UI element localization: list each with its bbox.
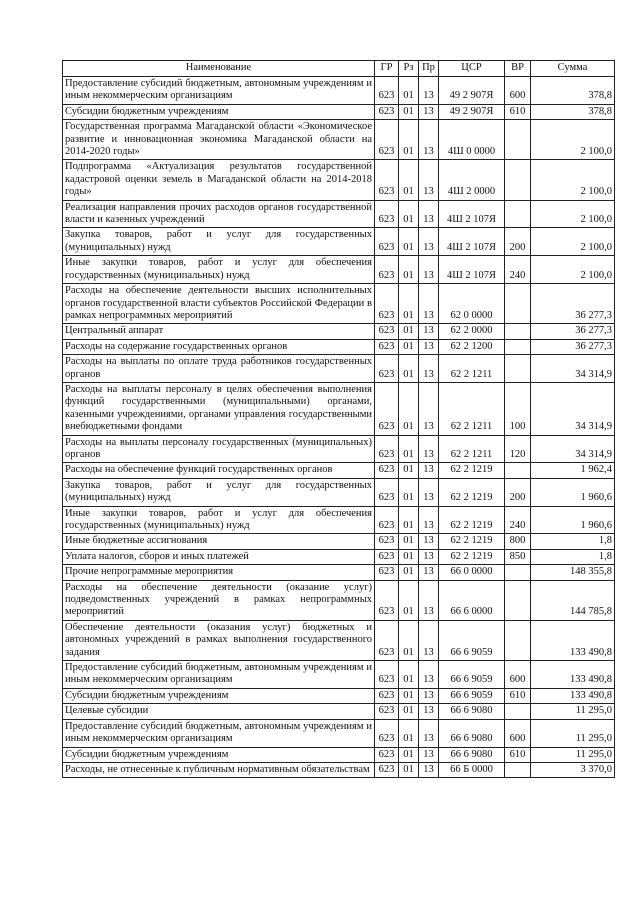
cell-gr: 623: [375, 463, 399, 478]
cell-gr: 623: [375, 762, 399, 777]
cell-csr: 49 2 907Я: [439, 104, 505, 119]
cell-sum: 34 314,9: [531, 382, 615, 435]
cell-name: Центральный аппарат: [63, 324, 375, 339]
table-row: [63, 200, 615, 228]
cell-rz: 01: [399, 324, 419, 339]
cell-csr: 62 2 1219: [439, 506, 505, 534]
cell-name: Целевые субсидии: [63, 704, 375, 719]
document-page: [62, 60, 614, 778]
cell-gr: 623: [375, 435, 399, 463]
cell-csr: 62 2 1219: [439, 463, 505, 478]
cell-gr: 623: [375, 284, 399, 324]
cell-name: Иные закупки товаров, работ и услуг для обеспечения государственных (муниципальных) нужд: [63, 256, 375, 284]
table-row: [63, 104, 615, 119]
cell-name: Иные бюджетные ассигнования: [63, 534, 375, 549]
cell-sum: 133 490,8: [531, 661, 615, 689]
cell-name: Расходы, не отнесенные к публичным нормативным обязательствам: [63, 762, 375, 777]
cell-rz: 01: [399, 256, 419, 284]
table-row: [63, 339, 615, 354]
cell-name: Подпрограмма «Актуализация результатов государственной кадастровой оценки земель в Магаданской области на 2014-2018 годы»: [63, 160, 375, 200]
table-row: [63, 620, 615, 660]
cell-rz: 01: [399, 228, 419, 256]
cell-vr: [505, 284, 531, 324]
cell-csr: 66 6 9080: [439, 719, 505, 747]
cell-rz: 01: [399, 565, 419, 580]
cell-vr: 600: [505, 719, 531, 747]
cell-pr: 13: [419, 160, 439, 200]
cell-name: Расходы на обеспечение деятельности (оказание услуг) подведомственных учреждений в рамках непрограммных мероприятий: [63, 580, 375, 620]
cell-vr: [505, 160, 531, 200]
cell-rz: 01: [399, 339, 419, 354]
cell-pr: 13: [419, 688, 439, 703]
cell-pr: 13: [419, 200, 439, 228]
cell-vr: 600: [505, 661, 531, 689]
cell-pr: 13: [419, 463, 439, 478]
cell-vr: [505, 200, 531, 228]
cell-vr: [505, 620, 531, 660]
budget-table: [62, 60, 615, 778]
cell-csr: 62 2 1200: [439, 339, 505, 354]
cell-rz: 01: [399, 355, 419, 383]
cell-csr: 62 2 1219: [439, 478, 505, 506]
cell-vr: 200: [505, 228, 531, 256]
cell-gr: 623: [375, 160, 399, 200]
header-name: Наименование: [63, 61, 375, 77]
cell-gr: 623: [375, 77, 399, 105]
cell-pr: 13: [419, 661, 439, 689]
cell-vr: 610: [505, 688, 531, 703]
cell-rz: 01: [399, 104, 419, 119]
cell-vr: 610: [505, 104, 531, 119]
cell-sum: 378,8: [531, 104, 615, 119]
table-body: [63, 77, 615, 778]
cell-rz: 01: [399, 463, 419, 478]
header-sum: Сумма: [531, 61, 615, 77]
cell-vr: [505, 339, 531, 354]
cell-pr: 13: [419, 77, 439, 105]
table-row: [63, 549, 615, 564]
table-row: [63, 120, 615, 160]
table-row: [63, 256, 615, 284]
cell-sum: 36 277,3: [531, 324, 615, 339]
table-row: [63, 506, 615, 534]
table-row: [63, 382, 615, 435]
cell-csr: 4Ш 2 0000: [439, 160, 505, 200]
cell-csr: 66 6 9080: [439, 704, 505, 719]
cell-sum: 144 785,8: [531, 580, 615, 620]
cell-sum: 378,8: [531, 77, 615, 105]
cell-sum: 11 295,0: [531, 704, 615, 719]
cell-pr: 13: [419, 762, 439, 777]
cell-gr: 623: [375, 382, 399, 435]
cell-gr: 623: [375, 719, 399, 747]
cell-sum: 36 277,3: [531, 284, 615, 324]
cell-name: Государственная программа Магаданской области «Экономическое развитие и инновационная экономика Магаданской области на 2014-2020 годы»: [63, 120, 375, 160]
cell-csr: 62 2 1219: [439, 549, 505, 564]
cell-vr: [505, 704, 531, 719]
table-header-row: [63, 61, 615, 77]
cell-gr: 623: [375, 620, 399, 660]
cell-rz: 01: [399, 200, 419, 228]
cell-pr: 13: [419, 580, 439, 620]
cell-sum: 2 100,0: [531, 120, 615, 160]
cell-pr: 13: [419, 506, 439, 534]
cell-csr: 4Ш 2 107Я: [439, 256, 505, 284]
table-row: [63, 688, 615, 703]
cell-gr: 623: [375, 704, 399, 719]
cell-name: Расходы на содержание государственных органов: [63, 339, 375, 354]
cell-pr: 13: [419, 719, 439, 747]
header-rz: Рз: [399, 61, 419, 77]
cell-vr: [505, 580, 531, 620]
cell-csr: 49 2 907Я: [439, 77, 505, 105]
cell-vr: [505, 355, 531, 383]
table-row: [63, 565, 615, 580]
header-csr: ЦСР: [439, 61, 505, 77]
table-row: [63, 534, 615, 549]
cell-vr: 240: [505, 506, 531, 534]
cell-gr: 623: [375, 355, 399, 383]
cell-vr: 120: [505, 435, 531, 463]
cell-pr: 13: [419, 284, 439, 324]
cell-name: Обеспечение деятельности (оказания услуг) бюджетных и автономных учреждений в рамках выполнения государственного задания: [63, 620, 375, 660]
cell-rz: 01: [399, 160, 419, 200]
cell-sum: 2 100,0: [531, 228, 615, 256]
cell-csr: 62 2 1211: [439, 382, 505, 435]
table-row: [63, 719, 615, 747]
cell-rz: 01: [399, 762, 419, 777]
cell-name: Уплата налогов, сборов и иных платежей: [63, 549, 375, 564]
cell-gr: 623: [375, 324, 399, 339]
cell-csr: 66 0 0000: [439, 565, 505, 580]
cell-gr: 623: [375, 534, 399, 549]
table-row: [63, 661, 615, 689]
cell-vr: 200: [505, 478, 531, 506]
cell-name: Расходы на выплаты персоналу государственных (муниципальных) органов: [63, 435, 375, 463]
cell-vr: 610: [505, 747, 531, 762]
cell-gr: 623: [375, 478, 399, 506]
cell-gr: 623: [375, 200, 399, 228]
cell-csr: 62 2 1219: [439, 534, 505, 549]
cell-name: Субсидии бюджетным учреждениям: [63, 688, 375, 703]
cell-name: Предоставление субсидий бюджетным, автономным учреждениям и иным некоммерческим организациям: [63, 719, 375, 747]
cell-csr: 66 6 9059: [439, 620, 505, 660]
cell-rz: 01: [399, 382, 419, 435]
cell-pr: 13: [419, 534, 439, 549]
cell-sum: 3 370,0: [531, 762, 615, 777]
cell-vr: [505, 565, 531, 580]
cell-csr: 4Ш 2 107Я: [439, 228, 505, 256]
table-row: [63, 228, 615, 256]
cell-rz: 01: [399, 549, 419, 564]
cell-pr: 13: [419, 565, 439, 580]
cell-rz: 01: [399, 747, 419, 762]
cell-pr: 13: [419, 435, 439, 463]
cell-name: Расходы на выплаты персоналу в целях обеспечения выполнения функций государственными (муниципальными) органами, казенными учреждениями, органами управления государственными внебюджетными фондами: [63, 382, 375, 435]
cell-vr: [505, 324, 531, 339]
cell-name: Иные закупки товаров, работ и услуг для обеспечения государственных (муниципальных) нужд: [63, 506, 375, 534]
cell-name: Предоставление субсидий бюджетным, автономным учреждениям и иным некоммерческим организациям: [63, 661, 375, 689]
cell-gr: 623: [375, 120, 399, 160]
cell-vr: 240: [505, 256, 531, 284]
cell-pr: 13: [419, 478, 439, 506]
cell-csr: 62 2 1211: [439, 355, 505, 383]
cell-pr: 13: [419, 120, 439, 160]
cell-rz: 01: [399, 688, 419, 703]
cell-csr: 66 Б 0000: [439, 762, 505, 777]
cell-sum: 1 960,6: [531, 506, 615, 534]
cell-rz: 01: [399, 580, 419, 620]
cell-name: Расходы на обеспечение деятельности высших исполнительных органов государственной власти субъектов Российской Федерации в рамках непрограммных мероприятий: [63, 284, 375, 324]
cell-gr: 623: [375, 506, 399, 534]
cell-sum: 1,8: [531, 549, 615, 564]
cell-rz: 01: [399, 704, 419, 719]
cell-vr: [505, 762, 531, 777]
cell-csr: 66 6 9059: [439, 661, 505, 689]
table-row: [63, 324, 615, 339]
cell-sum: 2 100,0: [531, 160, 615, 200]
cell-pr: 13: [419, 620, 439, 660]
cell-gr: 623: [375, 256, 399, 284]
cell-csr: 62 0 0000: [439, 284, 505, 324]
cell-name: Закупка товаров, работ и услуг для государственных (муниципальных) нужд: [63, 478, 375, 506]
cell-pr: 13: [419, 549, 439, 564]
table-row: [63, 747, 615, 762]
header-gr: ГР: [375, 61, 399, 77]
table-row: [63, 704, 615, 719]
cell-pr: 13: [419, 355, 439, 383]
cell-rz: 01: [399, 506, 419, 534]
cell-pr: 13: [419, 324, 439, 339]
table-row: [63, 463, 615, 478]
cell-sum: 34 314,9: [531, 355, 615, 383]
cell-csr: 4Ш 0 0000: [439, 120, 505, 160]
cell-pr: 13: [419, 228, 439, 256]
cell-gr: 623: [375, 104, 399, 119]
cell-gr: 623: [375, 339, 399, 354]
cell-csr: 4Ш 2 107Я: [439, 200, 505, 228]
cell-pr: 13: [419, 104, 439, 119]
cell-rz: 01: [399, 77, 419, 105]
cell-sum: 2 100,0: [531, 256, 615, 284]
cell-name: Реализация направления прочих расходов органов государственной власти и казенных учреждений: [63, 200, 375, 228]
cell-name: Закупка товаров, работ и услуг для государственных (муниципальных) нужд: [63, 228, 375, 256]
cell-vr: 600: [505, 77, 531, 105]
cell-rz: 01: [399, 719, 419, 747]
cell-name: Предоставление субсидий бюджетным, автономным учреждениям и иным некоммерческим организациям: [63, 77, 375, 105]
cell-gr: 623: [375, 688, 399, 703]
cell-pr: 13: [419, 747, 439, 762]
cell-vr: 100: [505, 382, 531, 435]
cell-sum: 133 490,8: [531, 688, 615, 703]
cell-gr: 623: [375, 661, 399, 689]
cell-sum: 1,8: [531, 534, 615, 549]
cell-sum: 2 100,0: [531, 200, 615, 228]
cell-pr: 13: [419, 339, 439, 354]
header-vr: ВР: [505, 61, 531, 77]
table-row: [63, 435, 615, 463]
cell-sum: 1 962,4: [531, 463, 615, 478]
cell-vr: 800: [505, 534, 531, 549]
cell-rz: 01: [399, 661, 419, 689]
cell-gr: 623: [375, 747, 399, 762]
cell-sum: 36 277,3: [531, 339, 615, 354]
cell-rz: 01: [399, 620, 419, 660]
cell-sum: 1 960,6: [531, 478, 615, 506]
cell-rz: 01: [399, 478, 419, 506]
cell-rz: 01: [399, 284, 419, 324]
cell-sum: 11 295,0: [531, 719, 615, 747]
cell-csr: 66 6 9080: [439, 747, 505, 762]
cell-rz: 01: [399, 120, 419, 160]
cell-csr: 66 6 0000: [439, 580, 505, 620]
table-row: [63, 77, 615, 105]
cell-rz: 01: [399, 435, 419, 463]
cell-sum: 11 295,0: [531, 747, 615, 762]
cell-sum: 34 314,9: [531, 435, 615, 463]
table-row: [63, 160, 615, 200]
cell-vr: [505, 120, 531, 160]
cell-vr: [505, 463, 531, 478]
cell-pr: 13: [419, 382, 439, 435]
cell-rz: 01: [399, 534, 419, 549]
cell-name: Расходы на обеспечение функций государственных органов: [63, 463, 375, 478]
table-row: [63, 284, 615, 324]
cell-csr: 62 2 0000: [439, 324, 505, 339]
table-row: [63, 580, 615, 620]
cell-sum: 133 490,8: [531, 620, 615, 660]
cell-name: Субсидии бюджетным учреждениям: [63, 747, 375, 762]
cell-name: Субсидии бюджетным учреждениям: [63, 104, 375, 119]
cell-gr: 623: [375, 228, 399, 256]
cell-pr: 13: [419, 256, 439, 284]
table-row: [63, 478, 615, 506]
cell-gr: 623: [375, 565, 399, 580]
cell-pr: 13: [419, 704, 439, 719]
cell-name: Расходы на выплаты по оплате труда работников государственных органов: [63, 355, 375, 383]
cell-csr: 62 2 1211: [439, 435, 505, 463]
cell-gr: 623: [375, 580, 399, 620]
cell-csr: 66 6 9059: [439, 688, 505, 703]
table-row: [63, 762, 615, 777]
cell-sum: 148 355,8: [531, 565, 615, 580]
cell-vr: 850: [505, 549, 531, 564]
header-pr: Пр: [419, 61, 439, 77]
cell-name: Прочие непрограммные мероприятия: [63, 565, 375, 580]
table-row: [63, 355, 615, 383]
cell-gr: 623: [375, 549, 399, 564]
